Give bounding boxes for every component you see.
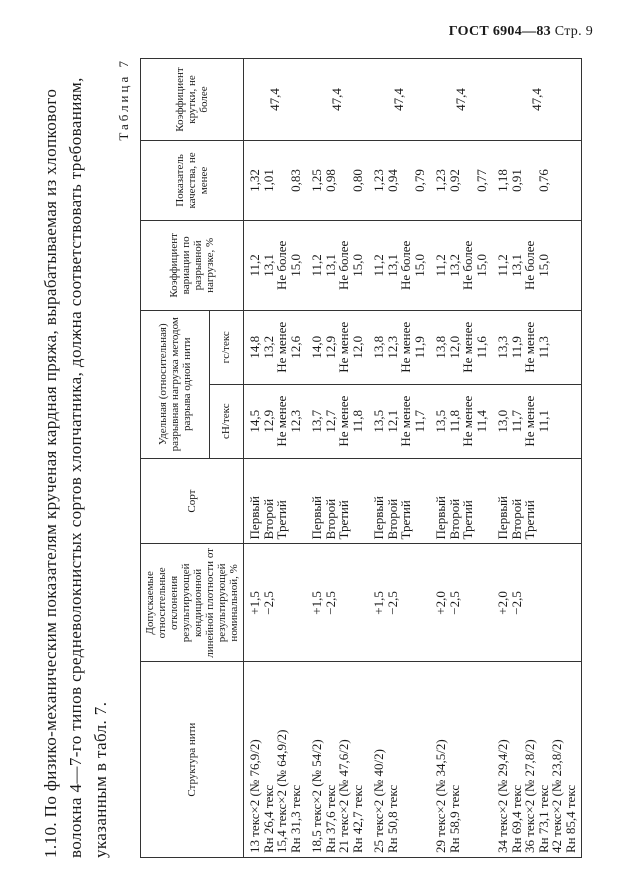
cell-deviation-line: −2,5 [322,591,338,615]
cell-strength-gs-line: Не менее [274,321,289,373]
cell-strength-cn-line: 13,7 [309,409,324,433]
cell-quality [244,141,307,221]
cell-variation-line: Не более [522,240,537,291]
standard-number: ГОСТ 6904—83 [448,24,551,39]
table-row [244,59,307,858]
cell-strength-cn-line: 11,7 [508,410,524,433]
col-variation-header: Коэффициент вариации по разрывной нагрузке, % [141,220,244,310]
cell-grade-line: Первый [495,495,510,540]
cell-strength-gs-line: 12,3 [384,335,400,359]
cell-structure-line: Rн 31,3 текс [287,784,303,853]
cell-strength-cn-line: 12,3 [287,409,303,433]
table-row [306,59,368,858]
cell-deviation-line: −2,5 [508,591,524,615]
cell-structure-line: Rн 73,1 текс [535,784,551,853]
table-label: Таблица 7 [116,58,131,141]
cell-quality [492,141,582,221]
cell-grade-line: Третий [460,500,475,540]
cell-strength-cn [492,384,582,458]
page-header [449,24,593,40]
cell-strength-gs [306,310,368,384]
cell-grade-line: Второй [322,498,338,540]
cell-strength-cn-line: 11,4 [473,410,489,433]
cell-quality-line: 1,32 [247,169,262,192]
cell-strength-cn-line: Не менее [274,395,289,447]
cell-quality-line: 0,77 [473,169,489,192]
cell-quality-line: 1,25 [309,169,324,192]
cell-strength-cn-line: Не менее [522,395,537,447]
cell-strength-gs-line: 12,6 [287,335,303,359]
cell-variation-line: 15,0 [473,253,489,277]
table-row [430,59,492,858]
cell-structure-line: Rн 69,4 текс [508,784,524,853]
cell-strength-gs-line: 13,3 [495,335,510,359]
col-quality-header: Показатель качества, не менее [141,141,244,221]
cell-strength-gs-line: 13,8 [371,335,386,359]
cell-strength-cn-line: 12,7 [322,409,338,433]
cell-quality-line: 1,23 [371,169,386,192]
cell-quality-line [461,145,475,216]
cell-quality-line [275,145,289,216]
cell-variation-line: 11,2 [433,254,448,277]
cell-strength-gs-line: 14,0 [309,335,324,359]
page-number: Стр. 9 [554,24,593,39]
table-row [492,59,582,858]
cell-strength-gs-line: Не менее [336,321,351,373]
col-strength-header: Удельная (относительная) разрывная нагрузка методом разрыва одной нити [141,310,210,458]
cell-quality [306,141,368,221]
cell-deviation-line: +2,0 [495,591,510,615]
cell-strength-gs-line: Не менее [460,321,475,373]
cell-quality-line: 0,92 [446,169,462,192]
cell-structure [244,662,307,858]
cell-strength-gs-line: 11,9 [411,336,427,359]
cell-variation [492,220,582,310]
cell-deviation-line: +2,0 [433,591,448,615]
cell-deviation [368,544,430,662]
cell-strength-gs-line: 12,0 [349,335,365,359]
cell-strength-gs-line: 13,8 [433,335,448,359]
cell-structure-line: 34 текс×2 (№ 29,4/2) [495,739,510,853]
cell-grade-line: Первый [247,495,262,540]
cell-deviation-line: +1,5 [247,591,262,615]
cell-strength-cn [430,384,492,458]
cell-deviation-line: +1,5 [309,591,324,615]
cell-grade-line: Третий [522,500,537,540]
cell-strength-gs-line: Не менее [398,321,413,373]
cell-strength-cn-line: 13,0 [495,409,510,433]
col-cn-header: сН/текс [209,384,243,458]
cell-quality-line: 0,91 [508,169,524,192]
cell-grade-line: Первый [433,495,448,540]
cell-structure-line: Rн 37,6 текс [322,784,338,853]
cell-strength-gs-line: 11,6 [473,336,489,359]
cell-strength-cn-line: 13,5 [433,409,448,433]
cell-deviation [492,544,582,662]
cell-structure-line: 42 текс×2 (№ 23,8/2) [549,739,564,853]
table-row [368,59,430,858]
cell-variation-line: 15,0 [535,253,551,277]
cell-grade-line: Второй [260,498,276,540]
cell-deviation-line: −2,5 [384,591,400,615]
cell-strength-gs-line: 14,8 [247,335,262,359]
cell-grade [368,458,430,544]
cell-strength-cn [244,384,307,458]
cell-structure-line: 13 текс×2 (№ 76,9/2) [247,739,262,853]
cell-structure [492,662,582,858]
cell-grade-line: Первый [371,495,386,540]
cell-variation-line: Не более [460,240,475,291]
rotated-content [38,58,598,858]
cell-structure-line: Rн 42,7 текс [349,784,365,853]
cell-quality-line: 0,76 [535,169,551,192]
cell-strength-cn-line: Не менее [398,395,413,447]
cell-strength-cn-line: 13,5 [371,409,386,433]
cell-twist: 47,4 [306,59,368,141]
cell-variation-line: 13,1 [508,253,524,277]
cell-strength-cn-line: Не менее [336,395,351,447]
cell-strength-cn-line: 11,7 [411,410,427,433]
cell-strength-cn-line: Не менее [460,395,475,447]
cell-variation-line: 11,2 [495,254,510,277]
col-twist-header: Коэффициент крутки, не более [141,59,244,141]
cell-quality-line [523,145,537,216]
cell-strength-gs-line: 12,9 [322,335,338,359]
cell-deviation-line: −2,5 [446,591,462,615]
cell-variation [306,220,368,310]
cell-quality-line: 1,23 [433,169,448,192]
cell-quality [430,141,492,221]
cell-structure-line: 25 текс×2 (№ 40/2) [371,749,386,853]
cell-twist: 47,4 [244,59,307,141]
cell-strength-gs-line: 12,0 [446,335,462,359]
cell-strength-gs [492,310,582,384]
cell-quality-line: 0,80 [349,169,365,192]
cell-strength-cn-line: 11,1 [535,410,551,433]
cell-twist: 47,4 [430,59,492,141]
cell-variation-line: 11,2 [371,254,386,277]
cell-strength-cn-line: 12,9 [260,409,276,433]
cell-grade-line: Второй [446,498,462,540]
cell-structure-line: Rн 58,9 текс [446,784,462,853]
cell-strength-cn-line: 11,8 [446,410,462,433]
cell-deviation [244,544,307,662]
cell-structure-line: 21 текс×2 (№ 47,6/2) [336,739,351,853]
cell-variation-line: 11,2 [247,254,262,277]
cell-strength-gs [244,310,307,384]
cell-strength-gs-line: 11,9 [508,336,524,359]
cell-quality-line: 0,94 [384,169,400,192]
cell-grade [492,458,582,544]
cell-strength-cn-line: 14,5 [247,409,262,433]
cell-variation [244,220,307,310]
cell-variation-line: 13,1 [260,253,276,277]
cell-quality-line: 0,83 [287,169,303,192]
cell-variation [430,220,492,310]
table-7 [140,58,582,858]
cell-structure [368,662,430,858]
cell-deviation [306,544,368,662]
cell-twist: 47,4 [368,59,430,141]
cell-variation-line: Не более [274,240,289,291]
clause-paragraph: 1.10. По физико-механическим показателям крученая кардная пряжа, вырабатываемая из хлопкового волокна 4—7-го типов средневолокнистых сортов хлопчатника, должна соответствовать требованиям, указанным в табл. 7. [41,77,110,858]
col-structure-header: Структура нити [141,662,244,858]
cell-structure-line: 18,5 текс×2 (№ 54/2) [309,739,324,853]
cell-grade [244,458,307,544]
cell-grade-line: Второй [384,498,400,540]
cell-structure-line: Rн 26,4 текс [260,784,276,853]
cell-deviation-line: −2,5 [260,591,276,615]
col-gs-header: гс/текс [209,310,243,384]
cell-strength-cn-line: 12,1 [384,409,400,433]
cell-structure-line: 36 текс×2 (№ 27,8/2) [522,739,537,853]
cell-quality-line: 0,79 [411,169,427,192]
cell-variation-line: 13,1 [384,253,400,277]
cell-structure [306,662,368,858]
cell-strength-gs-line: 13,2 [260,335,276,359]
cell-quality-line: 0,98 [322,169,338,192]
cell-grade-line: Третий [398,500,413,540]
cell-quality-line: 1,01 [260,169,276,192]
cell-structure-line: Rн 50,8 текс [384,784,400,853]
cell-variation-line: Не более [398,240,413,291]
cell-strength-gs-line: Не менее [522,321,537,373]
cell-strength-cn [368,384,430,458]
cell-structure-line: 15,4 текс×2 (№ 64,9/2) [274,729,289,853]
cell-grade-line: Третий [336,500,351,540]
cell-strength-gs-line: 11,3 [535,336,551,359]
cell-structure-line: 29 текс×2 (№ 34,5/2) [433,739,448,853]
cell-variation-line: 15,0 [287,253,303,277]
cell-grade-line: Третий [274,500,289,540]
cell-quality-line: 1,18 [495,169,510,192]
col-grade-header: Сорт [141,458,244,544]
cell-variation-line: 15,0 [349,253,365,277]
cell-grade [306,458,368,544]
cell-quality-line [337,145,351,216]
cell-quality-line [399,145,413,216]
cell-strength-cn-line: 11,8 [349,410,365,433]
cell-structure [430,662,492,858]
cell-deviation [430,544,492,662]
cell-structure-line: Rн 85,4 текс [562,784,578,853]
cell-variation-line: 15,0 [411,253,427,277]
cell-strength-gs [430,310,492,384]
cell-strength-cn [306,384,368,458]
cell-grade-line: Первый [309,495,324,540]
cell-quality [368,141,430,221]
cell-variation [368,220,430,310]
cell-variation-line: 13,2 [446,253,462,277]
cell-grade [430,458,492,544]
cell-variation-line: Не более [336,240,351,291]
cell-deviation-line: +1,5 [371,591,386,615]
cell-strength-gs [368,310,430,384]
table-body [244,59,582,858]
cell-variation-line: 11,2 [309,254,324,277]
cell-grade-line: Второй [508,498,524,540]
cell-variation-line: 13,1 [322,253,338,277]
cell-twist: 47,4 [492,59,582,141]
col-deviation-header: Допускаемые относительные отклонения результирующей кондиционной линейной плотности от результирующей номинальной, % [141,544,244,662]
